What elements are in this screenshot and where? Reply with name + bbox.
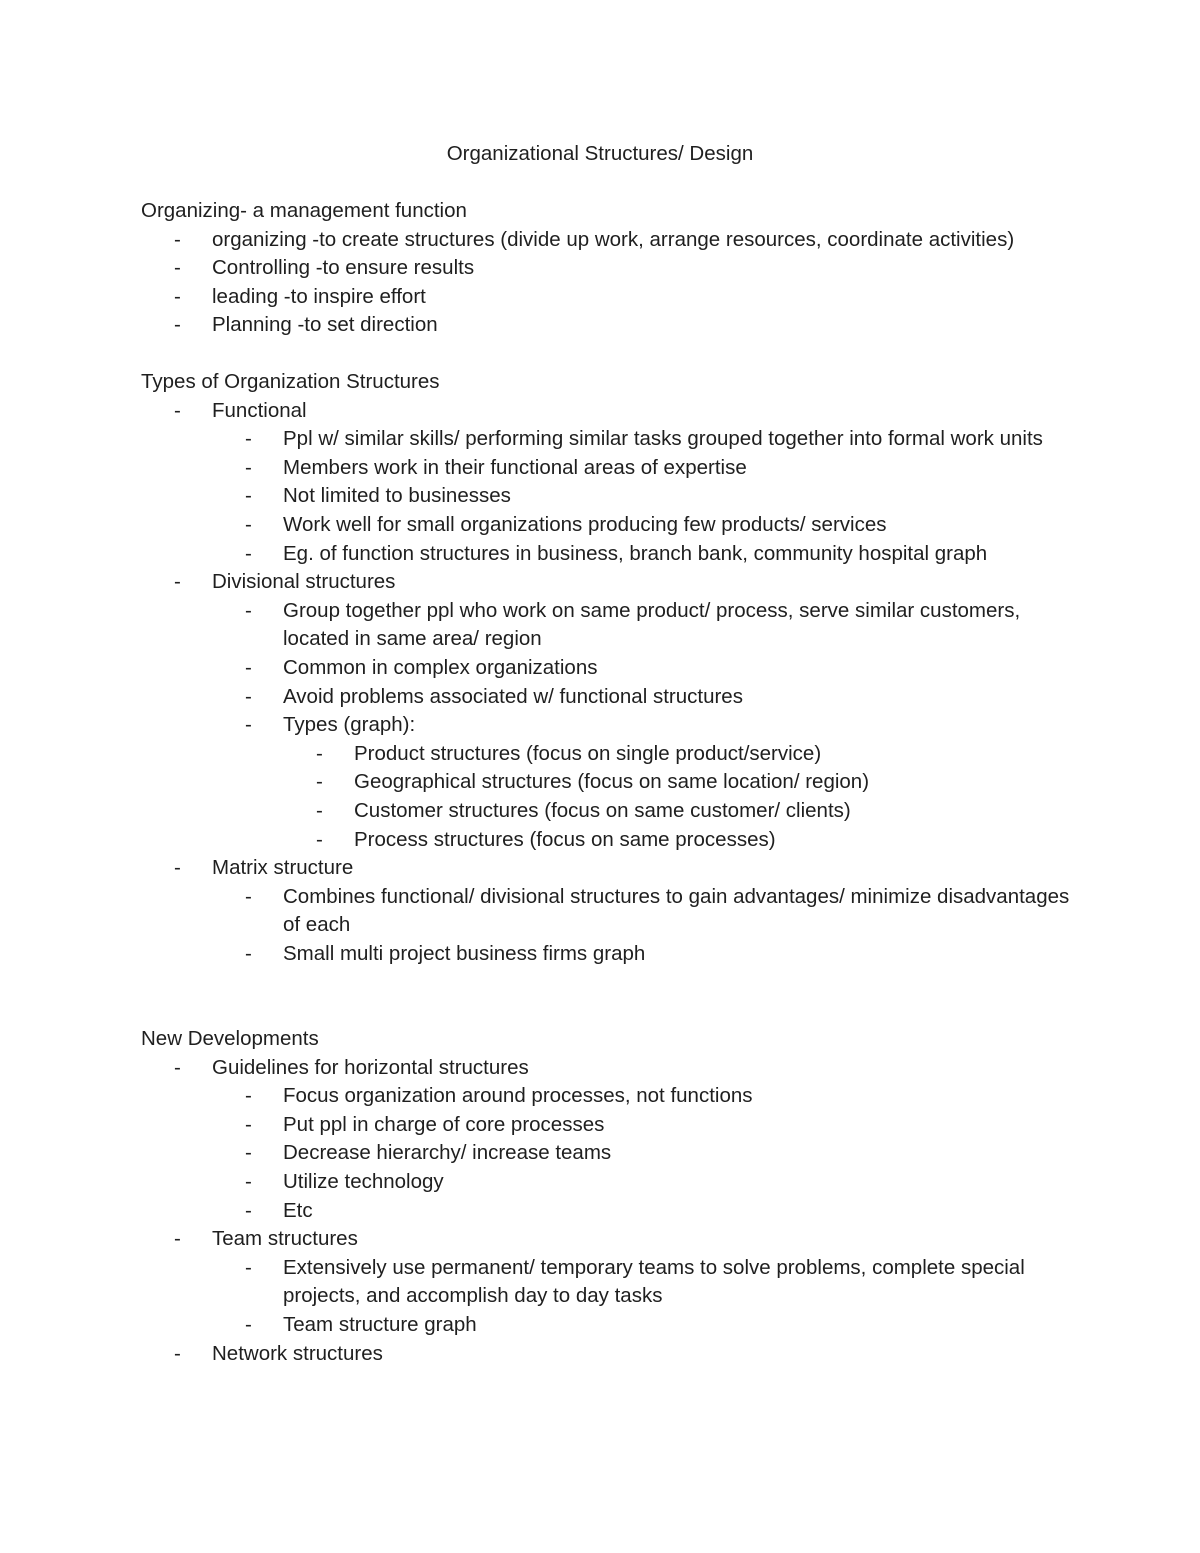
sub-bullet-list	[212, 883, 1081, 969]
list-item	[212, 1082, 1081, 1111]
dash-bullet: -	[245, 713, 252, 737]
list-item	[212, 883, 1081, 940]
dash-bullet: -	[174, 1341, 181, 1365]
dash-bullet: -	[174, 398, 181, 422]
list-item-horizontal	[141, 1054, 1081, 1226]
list-item-text: Geographical structures (focus on same location/ region)	[354, 770, 870, 794]
list-item	[212, 425, 1081, 454]
list-item-text: organizing -to create structures (divide up work, arrange resources, coordinate activities)	[212, 227, 1015, 251]
list-item-text: Etc	[283, 1198, 313, 1222]
list-item-text: Customer structures (focus on same customer/ clients)	[354, 798, 851, 822]
dash-bullet: -	[316, 741, 323, 765]
sub-bullet-list	[212, 597, 1081, 854]
sub-bullet-list	[212, 1254, 1081, 1340]
list-item-text: Product structures (focus on single product/service)	[354, 741, 822, 765]
list-item	[212, 683, 1081, 712]
dash-bullet: -	[245, 941, 252, 965]
dash-bullet: -	[174, 570, 181, 594]
list-item	[212, 482, 1081, 511]
dash-bullet: -	[174, 1227, 181, 1251]
list-item-text: Not limited to businesses	[283, 484, 511, 508]
section-heading: Organizing- a management function	[141, 199, 467, 222]
list-item-text: Eg. of function structures in business, branch bank, community hospital graph	[283, 541, 988, 565]
dash-bullet: -	[245, 1198, 252, 1222]
list-item-functional	[141, 397, 1081, 569]
list-item	[212, 1168, 1081, 1197]
sub-sub-bullet-list	[283, 740, 1081, 854]
list-item-team	[141, 1225, 1081, 1339]
dash-bullet: -	[245, 598, 252, 622]
dash-bullet: -	[245, 484, 252, 508]
list-item-text: Put ppl in charge of core processes	[283, 1112, 605, 1136]
list-item	[212, 1111, 1081, 1140]
dash-bullet: -	[174, 1055, 181, 1079]
dash-bullet: -	[245, 884, 252, 908]
sub-bullet-list	[212, 1082, 1081, 1225]
list-item-text: Avoid problems associated w/ functional structures	[283, 684, 743, 708]
list-item	[212, 540, 1081, 569]
list-item	[212, 1254, 1081, 1311]
dash-bullet: -	[316, 770, 323, 794]
dash-bullet: -	[245, 684, 252, 708]
dash-bullet: -	[316, 827, 323, 851]
list-item-text: Process structures (focus on same processes)	[354, 827, 776, 851]
list-item-text: Team structure graph	[283, 1312, 477, 1336]
list-item	[141, 283, 1081, 312]
dash-bullet: -	[245, 1255, 252, 1279]
section-new-developments	[141, 1025, 1081, 1368]
list-item-types	[212, 711, 1081, 854]
dash-bullet: -	[316, 798, 323, 822]
list-item	[212, 597, 1081, 654]
list-item-text: Team structures	[212, 1227, 358, 1251]
dash-bullet: -	[174, 256, 181, 280]
list-item-text: Small multi project business firms graph	[283, 941, 646, 965]
dash-bullet: -	[245, 541, 252, 565]
list-item	[212, 511, 1081, 540]
list-item-text: Matrix structure	[212, 856, 354, 880]
list-item-text: Controlling -to ensure results	[212, 256, 475, 280]
list-item	[283, 768, 1081, 797]
list-item	[141, 311, 1081, 340]
list-item	[212, 1197, 1081, 1226]
dash-bullet: -	[245, 1141, 252, 1165]
dash-bullet: -	[245, 1169, 252, 1193]
bullet-list	[141, 397, 1081, 969]
document-title: Organizational Structures/ Design	[446, 142, 754, 165]
list-item-text: Common in complex organizations	[283, 655, 598, 679]
section-heading: New Developments	[141, 1027, 319, 1050]
list-item-text: Utilize technology	[283, 1169, 444, 1193]
list-item-text: Extensively use permanent/ temporary teams to solve problems, complete special projects, and accomplish day to day tasks	[283, 1255, 1025, 1308]
list-item	[141, 254, 1081, 283]
list-item	[212, 940, 1081, 969]
list-item-text: Guidelines for horizontal structures	[212, 1055, 529, 1079]
dash-bullet: -	[245, 1084, 252, 1108]
dash-bullet: -	[174, 856, 181, 880]
list-item	[212, 454, 1081, 483]
list-item-text: Divisional structures	[212, 570, 396, 594]
list-item-text: Combines functional/ divisional structures to gain advantages/ minimize disadvantages of each	[283, 884, 1070, 937]
dash-bullet: -	[245, 427, 252, 451]
list-item-text: Ppl w/ similar skills/ performing similar tasks grouped together into formal work units	[283, 427, 1043, 451]
list-item-matrix	[141, 854, 1081, 968]
dash-bullet: -	[174, 284, 181, 308]
section-heading: Types of Organization Structures	[141, 370, 440, 393]
list-item-text: Planning -to set direction	[212, 313, 438, 337]
list-item	[283, 740, 1081, 769]
dash-bullet: -	[245, 1112, 252, 1136]
dash-bullet: -	[245, 655, 252, 679]
list-item-network	[141, 1340, 1081, 1369]
bullet-list	[141, 226, 1081, 340]
dash-bullet: -	[174, 227, 181, 251]
list-item	[212, 654, 1081, 683]
section-organizing	[141, 197, 1081, 340]
list-item-text: Members work in their functional areas of expertise	[283, 455, 747, 479]
section-types	[141, 368, 1081, 968]
list-item	[283, 826, 1081, 855]
list-item	[212, 1139, 1081, 1168]
list-item	[212, 1311, 1081, 1340]
list-item-text: Group together ppl who work on same product/ process, serve similar customers, located in same area/ region	[283, 598, 1021, 651]
list-item-text: Decrease hierarchy/ increase teams	[283, 1141, 612, 1165]
list-item	[141, 226, 1081, 255]
list-item-divisional	[141, 568, 1081, 854]
list-item-text: leading -to inspire effort	[212, 284, 426, 308]
dash-bullet: -	[245, 455, 252, 479]
bullet-list	[141, 1054, 1081, 1369]
list-item-text: Types (graph):	[283, 713, 416, 737]
dash-bullet: -	[245, 1312, 252, 1336]
dash-bullet: -	[245, 512, 252, 536]
sub-bullet-list	[212, 425, 1081, 568]
list-item-text: Network structures	[212, 1341, 383, 1365]
list-item-text: Work well for small organizations producing few products/ services	[283, 512, 887, 536]
list-item	[283, 797, 1081, 826]
list-item-text: Focus organization around processes, not functions	[283, 1084, 753, 1108]
dash-bullet: -	[174, 313, 181, 337]
list-item-text: Functional	[212, 398, 307, 422]
